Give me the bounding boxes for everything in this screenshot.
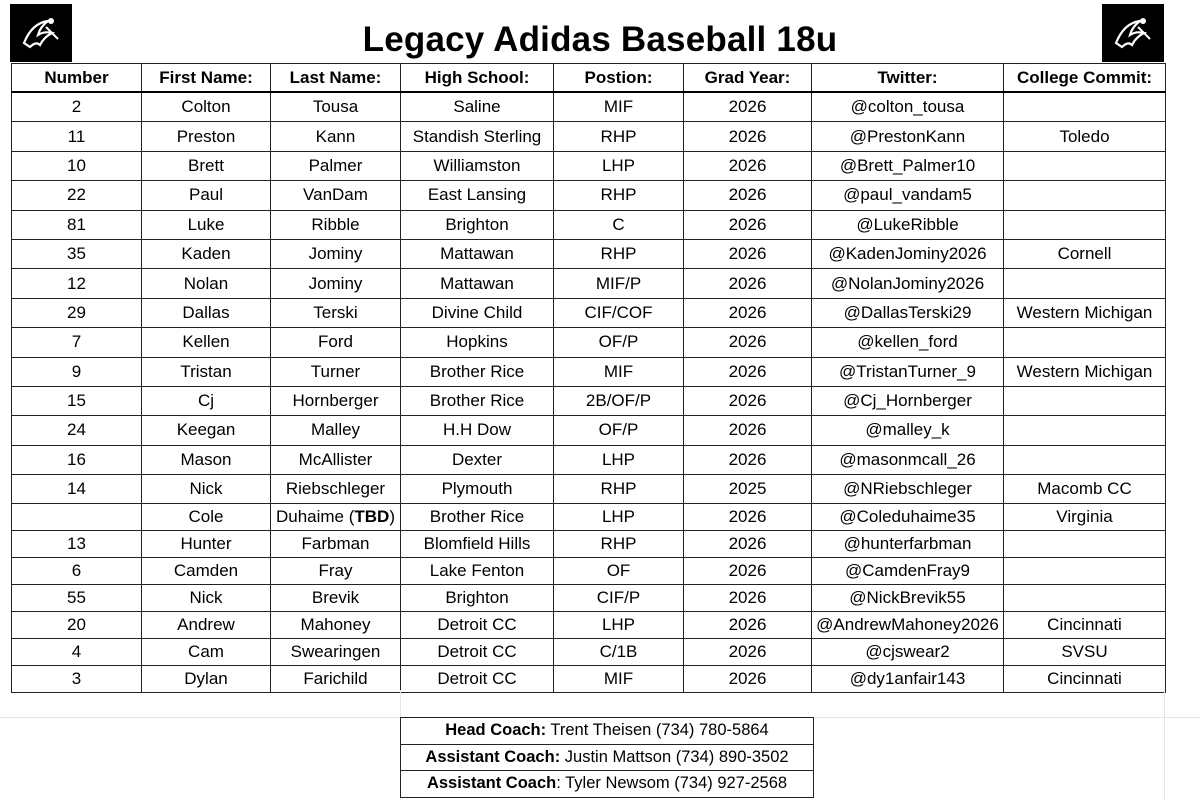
grad-year: 2025	[684, 475, 812, 504]
column-header: Grad Year:	[684, 64, 812, 93]
twitter-handle: @cjswear2	[812, 639, 1004, 666]
last-name: VanDam	[271, 181, 401, 210]
table-row	[12, 504, 1166, 531]
position: MIF	[554, 666, 684, 693]
player-number: 13	[12, 531, 142, 558]
college-commit	[1004, 558, 1166, 585]
last-name: Terski	[271, 298, 401, 327]
player-number: 20	[12, 612, 142, 639]
table-row	[12, 445, 1166, 474]
grad-year: 2026	[684, 92, 812, 122]
first-name: Camden	[142, 558, 271, 585]
twitter-handle: @colton_tousa	[812, 92, 1004, 122]
twitter-handle: @KadenJominy2026	[812, 239, 1004, 268]
grad-year: 2026	[684, 445, 812, 474]
high-school: Mattawan	[401, 269, 554, 298]
last-name: Turner	[271, 357, 401, 386]
player-number: 7	[12, 328, 142, 357]
last-name: Brevik	[271, 585, 401, 612]
position: RHP	[554, 122, 684, 151]
last-name: Swearingen	[271, 639, 401, 666]
last-name: Jominy	[271, 269, 401, 298]
twitter-handle: @DallasTerski29	[812, 298, 1004, 327]
table-row	[12, 181, 1166, 210]
high-school: Lake Fenton	[401, 558, 554, 585]
high-school: Standish Sterling	[401, 122, 554, 151]
first-name: Brett	[142, 151, 271, 180]
college-commit	[1004, 151, 1166, 180]
twitter-handle: @Cj_Hornberger	[812, 386, 1004, 415]
coach-row	[401, 744, 814, 771]
last-name: Fray	[271, 558, 401, 585]
high-school: Williamston	[401, 151, 554, 180]
high-school: Plymouth	[401, 475, 554, 504]
first-name: Tristan	[142, 357, 271, 386]
table-row	[12, 269, 1166, 298]
first-name: Cam	[142, 639, 271, 666]
college-commit: Western Michigan	[1004, 357, 1166, 386]
college-commit	[1004, 181, 1166, 210]
twitter-handle: @Brett_Palmer10	[812, 151, 1004, 180]
page-title: Legacy Adidas Baseball 18u	[362, 20, 838, 59]
table-row	[12, 298, 1166, 327]
college-commit	[1004, 269, 1166, 298]
position: MIF/P	[554, 269, 684, 298]
player-number: 15	[12, 386, 142, 415]
grad-year: 2026	[684, 666, 812, 693]
college-commit: Toledo	[1004, 122, 1166, 151]
position: LHP	[554, 151, 684, 180]
first-name: Keegan	[142, 416, 271, 445]
coach-role: Assistant Coach	[426, 774, 557, 793]
position: MIF	[554, 357, 684, 386]
twitter-handle: @masonmcall_26	[812, 445, 1004, 474]
grad-year: 2026	[684, 504, 812, 531]
last-name: Mahoney	[271, 612, 401, 639]
first-name: Colton	[142, 92, 271, 122]
last-name: Ribble	[271, 210, 401, 239]
grad-year: 2026	[684, 210, 812, 239]
last-name: Hornberger	[271, 386, 401, 415]
last-name: Kann	[271, 122, 401, 151]
college-commit	[1004, 445, 1166, 474]
coach-contact: Tyler Newsom (734) 927-2568	[565, 774, 788, 793]
last-name: Malley	[271, 416, 401, 445]
college-commit	[1004, 92, 1166, 122]
first-name: Dylan	[142, 666, 271, 693]
player-number: 22	[12, 181, 142, 210]
grad-year: 2026	[684, 328, 812, 357]
last-name: Duhaime (TBD)	[271, 504, 401, 531]
college-commit	[1004, 585, 1166, 612]
coach-row	[401, 771, 814, 798]
college-commit: Cincinnati	[1004, 666, 1166, 693]
first-name: Paul	[142, 181, 271, 210]
player-number: 3	[12, 666, 142, 693]
first-name: Cole	[142, 504, 271, 531]
grad-year: 2026	[684, 386, 812, 415]
position: OF/P	[554, 328, 684, 357]
college-commit: Virginia	[1004, 504, 1166, 531]
player-number: 2	[12, 92, 142, 122]
twitter-handle: @PrestonKann	[812, 122, 1004, 151]
player-number: 12	[12, 269, 142, 298]
grad-year: 2026	[684, 298, 812, 327]
high-school: Brighton	[401, 585, 554, 612]
column-header: Twitter:	[812, 64, 1004, 93]
first-name: Preston	[142, 122, 271, 151]
twitter-handle: @paul_vandam5	[812, 181, 1004, 210]
player-number: 16	[12, 445, 142, 474]
roster-table	[11, 63, 1166, 693]
coach-role-separator: :	[556, 774, 561, 793]
high-school: Saline	[401, 92, 554, 122]
position: RHP	[554, 181, 684, 210]
table-row	[12, 386, 1166, 415]
table-header-row	[12, 64, 1166, 93]
high-school: Brother Rice	[401, 386, 554, 415]
grad-year: 2026	[684, 612, 812, 639]
grid-line	[1164, 690, 1165, 800]
coach-row	[401, 718, 814, 745]
last-name: McAllister	[271, 445, 401, 474]
high-school: Detroit CC	[401, 639, 554, 666]
twitter-handle: @malley_k	[812, 416, 1004, 445]
last-name: Jominy	[271, 239, 401, 268]
column-header: Last Name:	[271, 64, 401, 93]
first-name: Nick	[142, 475, 271, 504]
player-number: 4	[12, 639, 142, 666]
first-name: Andrew	[142, 612, 271, 639]
college-commit	[1004, 386, 1166, 415]
high-school: Detroit CC	[401, 666, 554, 693]
first-name: Kaden	[142, 239, 271, 268]
table-row	[12, 122, 1166, 151]
college-commit: Cornell	[1004, 239, 1166, 268]
grad-year: 2026	[684, 639, 812, 666]
coach-role: Head Coach:	[445, 721, 547, 740]
tbd-marker: TBD	[354, 507, 390, 527]
position: CIF/COF	[554, 298, 684, 327]
twitter-handle: @NickBrevik55	[812, 585, 1004, 612]
position: C/1B	[554, 639, 684, 666]
last-name: Ford	[271, 328, 401, 357]
table-row	[12, 416, 1166, 445]
table-row	[12, 239, 1166, 268]
first-name: Cj	[142, 386, 271, 415]
grad-year: 2026	[684, 416, 812, 445]
coaches-table	[400, 717, 814, 798]
table-row	[12, 558, 1166, 585]
college-commit	[1004, 210, 1166, 239]
high-school: Hopkins	[401, 328, 554, 357]
first-name: Mason	[142, 445, 271, 474]
table-row	[12, 475, 1166, 504]
player-number: 10	[12, 151, 142, 180]
college-commit	[1004, 531, 1166, 558]
position: CIF/P	[554, 585, 684, 612]
table-row	[12, 210, 1166, 239]
high-school: Mattawan	[401, 239, 554, 268]
first-name: Dallas	[142, 298, 271, 327]
first-name: Kellen	[142, 328, 271, 357]
twitter-handle: @Coleduhaime35	[812, 504, 1004, 531]
table-row	[12, 666, 1166, 693]
last-name: Riebschleger	[271, 475, 401, 504]
twitter-handle: @dy1anfair143	[812, 666, 1004, 693]
player-number: 29	[12, 298, 142, 327]
table-row	[12, 612, 1166, 639]
twitter-handle: @CamdenFray9	[812, 558, 1004, 585]
column-header: Postion:	[554, 64, 684, 93]
table-row	[12, 92, 1166, 122]
college-commit	[1004, 416, 1166, 445]
column-header: College Commit:	[1004, 64, 1166, 93]
position: LHP	[554, 612, 684, 639]
player-number: 55	[12, 585, 142, 612]
player-number: 35	[12, 239, 142, 268]
coach-contact: Justin Mattson (734) 890-3502	[564, 747, 789, 766]
player-number: 24	[12, 416, 142, 445]
table-row	[12, 639, 1166, 666]
high-school: Brother Rice	[401, 504, 554, 531]
first-name: Nick	[142, 585, 271, 612]
high-school: Dexter	[401, 445, 554, 474]
player-number: 11	[12, 122, 142, 151]
coach-role: Assistant Coach:	[425, 747, 561, 766]
position: C	[554, 210, 684, 239]
column-header: Number	[12, 64, 142, 93]
college-commit: Macomb CC	[1004, 475, 1166, 504]
last-name: Palmer	[271, 151, 401, 180]
high-school: H.H Dow	[401, 416, 554, 445]
twitter-handle: @AndrewMahoney2026	[812, 612, 1004, 639]
college-commit: Cincinnati	[1004, 612, 1166, 639]
college-commit	[1004, 328, 1166, 357]
high-school: Blomfield Hills	[401, 531, 554, 558]
table-row	[12, 357, 1166, 386]
high-school: Brother Rice	[401, 357, 554, 386]
position: RHP	[554, 239, 684, 268]
grad-year: 2026	[684, 269, 812, 298]
first-name: Luke	[142, 210, 271, 239]
grad-year: 2026	[684, 151, 812, 180]
last-name: Farbman	[271, 531, 401, 558]
position: LHP	[554, 445, 684, 474]
grad-year: 2026	[684, 585, 812, 612]
twitter-handle: @NRiebschleger	[812, 475, 1004, 504]
position: MIF	[554, 92, 684, 122]
last-name: Tousa	[271, 92, 401, 122]
grad-year: 2026	[684, 239, 812, 268]
position: 2B/OF/P	[554, 386, 684, 415]
college-commit: SVSU	[1004, 639, 1166, 666]
twitter-handle: @kellen_ford	[812, 328, 1004, 357]
table-row	[12, 328, 1166, 357]
player-number: 14	[12, 475, 142, 504]
first-name: Hunter	[142, 531, 271, 558]
twitter-handle: @TristanTurner_9	[812, 357, 1004, 386]
column-header: High School:	[401, 64, 554, 93]
college-commit: Western Michigan	[1004, 298, 1166, 327]
high-school: East Lansing	[401, 181, 554, 210]
high-school: Divine Child	[401, 298, 554, 327]
grad-year: 2026	[684, 122, 812, 151]
twitter-handle: @hunterfarbman	[812, 531, 1004, 558]
table-row	[12, 531, 1166, 558]
twitter-handle: @NolanJominy2026	[812, 269, 1004, 298]
position: LHP	[554, 504, 684, 531]
grad-year: 2026	[684, 558, 812, 585]
position: RHP	[554, 531, 684, 558]
position: RHP	[554, 475, 684, 504]
coach-contact: Trent Theisen (734) 780-5864	[550, 721, 769, 740]
high-school: Brighton	[401, 210, 554, 239]
high-school: Detroit CC	[401, 612, 554, 639]
position: OF	[554, 558, 684, 585]
player-number: 81	[12, 210, 142, 239]
column-header: First Name:	[142, 64, 271, 93]
position: OF/P	[554, 416, 684, 445]
grad-year: 2026	[684, 357, 812, 386]
table-row	[12, 151, 1166, 180]
player-number: 6	[12, 558, 142, 585]
grad-year: 2026	[684, 531, 812, 558]
twitter-handle: @LukeRibble	[812, 210, 1004, 239]
player-number	[12, 504, 142, 531]
last-name: Farichild	[271, 666, 401, 693]
first-name: Nolan	[142, 269, 271, 298]
player-number: 9	[12, 357, 142, 386]
grad-year: 2026	[684, 181, 812, 210]
table-row	[12, 585, 1166, 612]
